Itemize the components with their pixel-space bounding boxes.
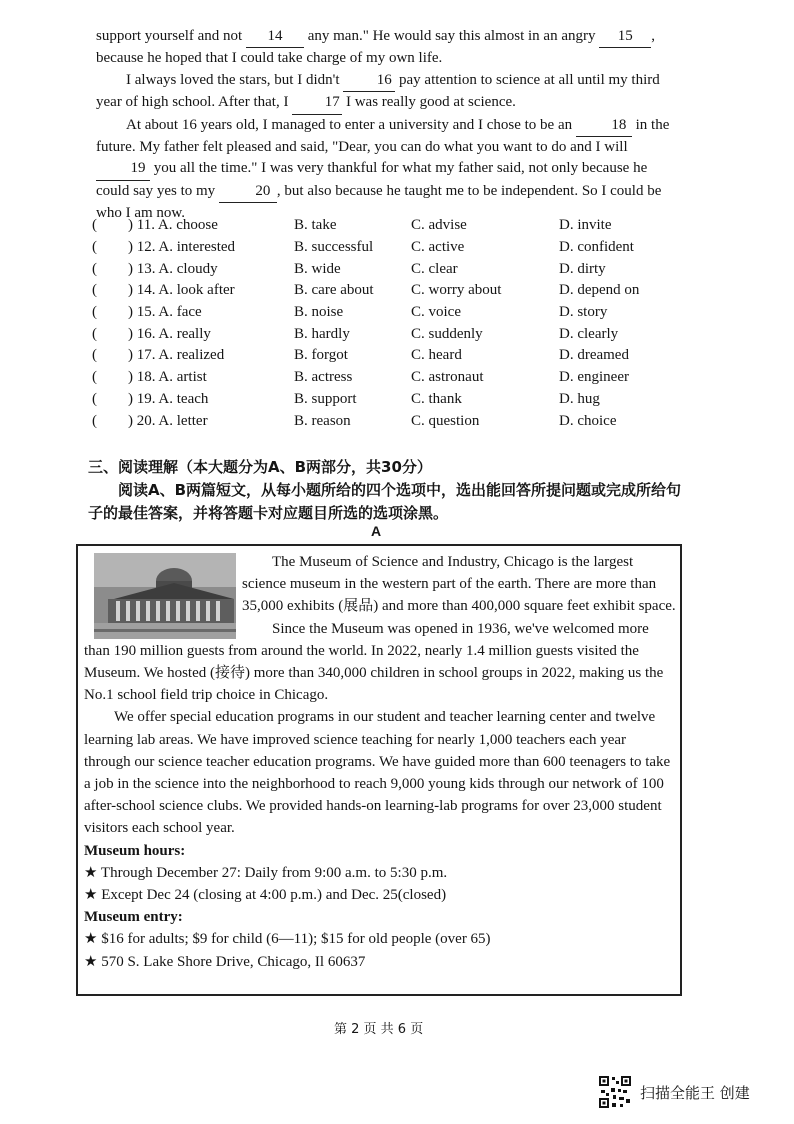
option-b: B. reason: [294, 412, 351, 429]
entry-heading: Museum entry:: [84, 909, 183, 926]
cloze-text: support yourself and not: [96, 28, 243, 44]
option-c: C. active: [411, 239, 465, 256]
option-d: D. choice: [559, 412, 617, 429]
hours-line-2: ★ Except Dec 24 (closing at 4:00 p.m.) and Dec. 25(closed): [84, 887, 447, 904]
scanner-watermark: [598, 1075, 750, 1109]
option-row-14: [92, 280, 692, 302]
page-number: 第 2 页 共 6 页: [334, 1022, 424, 1037]
entry-line-2: ★ 570 S. Lake Shore Drive, Chicago, Il 60637: [84, 953, 366, 970]
option-a: ) 17. A. realized: [128, 347, 225, 364]
option-row-11: [92, 215, 692, 237]
option-d: D. engineer: [559, 369, 629, 386]
option-row-17: [92, 345, 692, 367]
option-c: C. suddenly: [411, 325, 483, 342]
option-b: B. wide: [294, 260, 341, 277]
option-d: D. hug: [559, 390, 600, 407]
option-a: ) 18. A. artist: [128, 369, 207, 386]
option-a: ) 13. A. cloudy: [128, 260, 218, 277]
option-c: C. advise: [411, 217, 467, 234]
option-d: D. depend on: [559, 282, 640, 299]
answer-bracket: (: [92, 304, 97, 321]
option-b: B. successful: [294, 239, 374, 256]
passage-para-1: The Museum of Science and Industry, Chicago is the largest science museum in the western part of the earth. There are more than 35,000 exhibits (展品) and more than 400,000 square feet exhibit space.: [242, 554, 676, 615]
instructions-text: 阅读A、B两篇短文，从每小题所给的四个选项中，选出能回答所提问题或完成所给句子的最佳答案，并将答题卡对应题目所选的选项涂黑。: [88, 481, 682, 522]
option-d: D. story: [559, 304, 608, 321]
cloze-passage: [96, 26, 674, 225]
option-row-15: [92, 302, 692, 324]
option-row-12: [92, 237, 692, 259]
scanner-label: 扫描全能王 创建: [640, 1083, 750, 1102]
options-list: [92, 215, 692, 432]
option-a: ) 20. A. letter: [128, 412, 208, 429]
cloze-para-2: [96, 70, 674, 115]
option-a: ) 19. A. teach: [128, 390, 209, 407]
option-c: C. question: [411, 412, 480, 429]
option-c: C. heard: [411, 347, 462, 364]
option-b: B. take: [294, 217, 337, 234]
blank-20: 20: [219, 181, 277, 203]
cloze-para-3: [96, 115, 674, 225]
blank-19: 19: [96, 158, 150, 180]
entry-line-1: ★ $16 for adults; $9 for child (6—11); $15 for old people (over 65): [84, 931, 491, 948]
answer-bracket: (: [92, 412, 97, 429]
blank-18: 18: [576, 115, 632, 137]
passage-para-2: Since the Museum was opened in 1936, we've welcomed more than 190 million guests from around the world. In 2022, nearly 1.4 million guests visited the Museum. We hosted (接待) more than 340,000 children in school groups in 2022, making us the No.1 school field trip choice in Chicago.: [84, 620, 664, 704]
option-c: C. worry about: [411, 282, 502, 299]
option-d: D. clearly: [559, 325, 619, 342]
answer-bracket: (: [92, 325, 97, 342]
option-a: ) 16. A. really: [128, 325, 211, 342]
passage-para-3: We offer special education programs in our student and teacher learning center and twelve learning lab areas. We have improved science teaching for nearly 1,000 teachers each year through our science teacher education programs. We have guided more than 600 teenagers to take a job in the science into the neighborhood to reach 9,000 young kids through our network of 100 after-school science clubs. We provided hands-on learning-lab programs for over 23,000 student visitors each school year.: [84, 709, 671, 837]
option-d: D. invite: [559, 217, 612, 234]
answer-bracket: (: [92, 390, 97, 407]
blank-14: 14: [246, 26, 304, 48]
cloze-para-1: [96, 26, 674, 70]
cloze-text: pay attention to science at all until my third year of high school. After that, I: [96, 71, 660, 111]
hours-line-1: ★ Through December 27: Daily from 9:00 a.m. to 5:30 p.m.: [84, 864, 448, 881]
answer-bracket: (: [92, 217, 97, 234]
option-d: D. confident: [559, 239, 634, 256]
cloze-text: in the future. My father felt pleased and said, "Dear, you can do what you want to do and I will: [96, 116, 670, 156]
option-a: ) 11. A. choose: [128, 217, 218, 234]
answer-bracket: (: [92, 239, 97, 256]
qr-code-icon: [598, 1075, 632, 1109]
option-row-20: [92, 410, 692, 432]
passage-a: [84, 551, 676, 973]
blank-17: 17: [292, 92, 342, 114]
option-a: ) 12. A. interested: [128, 239, 236, 256]
cloze-text: At about 16 years old, I managed to enter a university and I chose to be an: [126, 116, 573, 133]
option-c: C. thank: [411, 390, 462, 407]
option-b: B. care about: [294, 282, 374, 299]
cloze-text: you all the time." I was very thankful for what my father said, not only because he could say yes to my: [96, 160, 648, 199]
cloze-text: , because he hoped that I could take charge of my own life.: [96, 28, 655, 67]
answer-bracket: (: [92, 260, 97, 277]
hours-heading: Museum hours:: [84, 842, 186, 859]
option-a: ) 14. A. look after: [128, 282, 235, 299]
option-b: B. actress: [294, 369, 353, 386]
option-c: C. astronaut: [411, 369, 484, 386]
part-label: A: [371, 523, 382, 539]
section-instructions: [88, 479, 688, 525]
option-row-19: [92, 389, 692, 411]
option-row-18: [92, 367, 692, 389]
blank-15: 15: [599, 26, 651, 48]
option-row-13: [92, 258, 692, 280]
option-b: B. hardly: [294, 325, 350, 342]
answer-bracket: (: [92, 347, 97, 364]
answer-bracket: (: [92, 282, 97, 299]
section-title: 三、阅读理解（本大题分为A、B两部分，共30分）: [88, 458, 432, 476]
option-b: B. forgot: [294, 347, 348, 364]
cloze-text: , but also because he taught me to be independent. So I could be who I am now.: [96, 182, 662, 222]
option-b: B. noise: [294, 304, 344, 321]
blank-16: 16: [343, 70, 395, 92]
cloze-text: I was really good at science.: [345, 94, 516, 111]
option-b: B. support: [294, 390, 357, 407]
option-a: ) 15. A. face: [128, 304, 202, 321]
option-c: C. voice: [411, 304, 461, 321]
option-row-16: [92, 323, 692, 345]
option-d: D. dreamed: [559, 347, 629, 364]
cloze-text: any man." He would say this almost in an angry: [307, 28, 596, 44]
option-c: C. clear: [411, 260, 458, 277]
cloze-text: I always loved the stars, but I didn't: [126, 71, 340, 88]
answer-bracket: (: [92, 369, 97, 386]
option-d: D. dirty: [559, 260, 606, 277]
